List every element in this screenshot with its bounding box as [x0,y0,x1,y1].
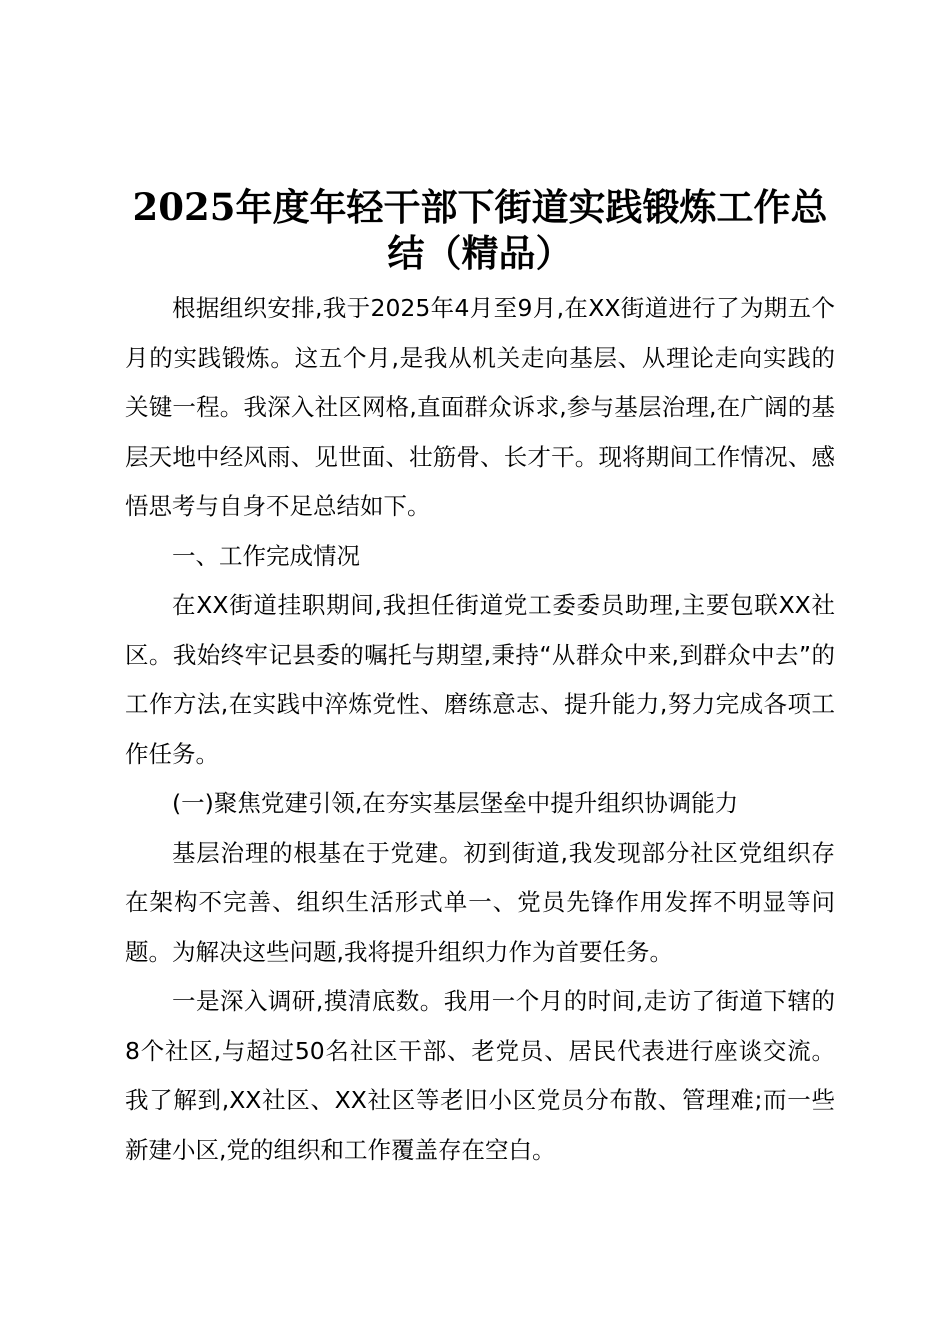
section-heading-work-completion: 一、工作完成情况 [172,541,360,570]
document-title: 2025年度年轻干部下街道实践锻炼工作总结（精品） [132,185,828,275]
paragraph-party-building: 基层治理的根基在于党建。初到街道,我发现部分社区党组织存在架构不完善、组织生活形式单一、党员先锋作用发挥不明显等问题。为解决这些问题,我将提升组织力作为首要任务。 [125,838,835,966]
subsection-heading-party-building: (一)聚焦党建引领,在夯实基层堡垒中提升组织协调能力 [172,789,739,817]
paragraph-intro: 根据组织安排,我于2025年4月至9月,在XX街道进行了为期五个月的实践锻炼。这五个月,是我从机关走向基层、从理论走向实践的关键一程。我深入社区网格,直面群众诉求,参与基层治理,在广阔的基层天地中经风雨、见世面、壮筋骨、长才干。现将期间工作情况、感悟思考与自身不足总结如下。 [125,294,835,520]
paragraph-role: 在XX街道挂职期间,我担任街道党工委委员助理,主要包联XX社区。我始终牢记县委的嘱托与期望,秉持“从群众中来,到群众中去”的工作方法,在实践中淬炼党性、磨练意志、提升能力,努力完成各项工作任务。 [125,591,835,768]
paragraph-research: 一是深入调研,摸清底数。我用一个月的时间,走访了街道下辖的8个社区,与超过50名社区干部、老党员、居民代表进行座谈交流。我了解到,XX社区、XX社区等老旧小区党员分布散、管理难;而一些新建小区,党的组织和工作覆盖存在空白。 [125,987,835,1164]
document-body [125,284,835,1175]
